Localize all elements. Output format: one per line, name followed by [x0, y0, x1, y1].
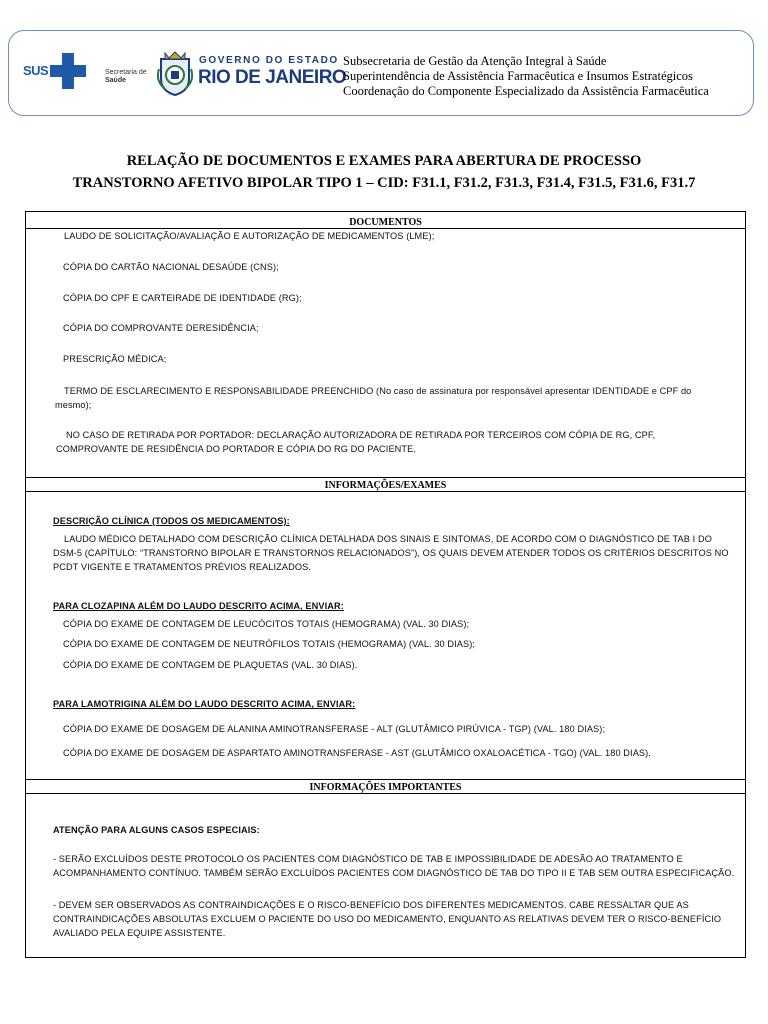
informacoes-importantes-heading: INFORMAÇÕES IMPORTANTES	[26, 779, 745, 794]
clozapina-item-neutrofilos: CÓPIA DO EXAME DE CONTAGEM DE NEUTRÓFILOS TOTAIS (HEMOGRAMA) (VAL. 30 DIAS);	[63, 639, 476, 649]
header-line-3: Coordenação do Componente Especializado da Assistência Farmacêutica	[343, 84, 709, 98]
secretaria-line2: Saúde	[105, 77, 127, 84]
sus-cross-icon	[50, 53, 86, 89]
clozapina-item-leucocitos: CÓPIA DO EXAME DE CONTAGEM DE LEUCÓCITOS TOTAIS (HEMOGRAMA) (VAL. 30 DIAS);	[63, 619, 470, 629]
atencao-title: ATENÇÃO PARA ALGUNS CASOS ESPECIAIS:	[53, 825, 260, 835]
secretaria-line1: Secretaria de	[105, 69, 147, 76]
secretaria-saude-label	[105, 69, 147, 85]
importante-item-contraindicacoes: - DEVEM SER OBSERVADOS AS CONTRAINDICAÇÕES E O RISCO-BENEFÍCIO DOS DIFERENTES MEDICAMENTOS. CABE RESSALTAR QUE AS CONTRAINDICAÇÕES ABSOLUTAS EXCLUEM O PACIENTE DO USO DO MEDICAMENTO, ENQUANTO AS RELATIVAS DEVEM TER O RISCO-BENEFÍCIO AVALIADO PELA EQUIPE ASSISTENTE.	[53, 900, 722, 938]
header-line-2: Superintendência de Assistência Farmacêutica e Insumos Estratégicos	[343, 69, 693, 83]
informacoes-exames-heading: INFORMAÇÕES/EXAMES	[26, 477, 745, 492]
gov-title-top: GOVERNO DO ESTADO	[199, 55, 339, 66]
descricao-clinica-title: DESCRIÇÃO CLÍNICA (TODOS OS MEDICAMENTOS):	[53, 516, 290, 526]
content-table	[25, 211, 746, 958]
descricao-clinica-text: LAUDO MÉDICO DETALHADO COM DESCRIÇÃO CLÍNICA DETALHADA DOS SINAIS E SINTOMAS, DE ACORDO COM O DIAGNÓSTICO DE TAB I DO DSM-5 (CAPÍTULO: “TRANSTORNO BIPOLAR E TRANSTORNOS RELACIONADOS”), OS QUAIS DEVEM ATENDER TODOS OS CRITÉRIOS DESCRITOS NO PCDT VIGENTE E TRATAMENTOS PRÉVIOS REALIZADOS.	[53, 534, 729, 572]
doc-item-lme: LAUDO DE SOLICITAÇÃO/AVALIAÇÃO E AUTORIZAÇÃO DE MEDICAMENTOS (LME);	[64, 231, 435, 241]
documentos-heading: DOCUMENTOS	[26, 214, 745, 229]
doc-item-residencia: CÓPIA DO COMPROVANTE DERESIDÊNCIA;	[63, 323, 259, 333]
header-department-lines	[343, 54, 709, 99]
sus-logo	[23, 53, 93, 93]
doc-item-termo: TERMO DE ESCLARECIMENTO E RESPONSABILIDADE PREENCHIDO (No caso de assinatura por responsável apresentar IDENTIDADE e CPF do mesmo);	[55, 386, 692, 410]
clozapina-title: PARA CLOZAPINA ALÉM DO LAUDO DESCRITO ACIMA, ENVIAR:	[53, 601, 344, 611]
lamotrigina-item-ast: CÓPIA DO EXAME DE DOSAGEM DE ASPARTATO AMINOTRANSFERASE - AST (GLUTÂMICO OXALOACÉTICA - TGO) (VAL. 180 DIAS).	[63, 748, 651, 758]
doc-item-portador: NO CASO DE RETIRADA POR PORTADOR: DECLARAÇÃO AUTORIZADORA DE RETIRADA POR TERCEIROS COM CÓPIA DE RG, CPF, COMPROVANTE DE RESIDÊNCIA DO PORTADOR E CÓPIA DO RG DO PACIENTE.	[56, 430, 656, 454]
sus-logo-text: SUS	[23, 63, 49, 78]
title-line-1: RELAÇÃO DE DOCUMENTOS E EXAMES PARA ABERTURA DE PROCESSO	[126, 153, 642, 169]
doc-item-cpf-rg: CÓPIA DO CPF E CARTEIRADE DE IDENTIDADE (RG);	[63, 293, 302, 303]
state-crest-icon	[157, 49, 193, 97]
title-line-2: TRANSTORNO AFETIVO BIPOLAR TIPO 1 – CID: F31.1, F31.2, F31.3, F31.4, F31.5, F31.6, F31.7	[72, 175, 696, 191]
document-title	[0, 150, 768, 194]
lamotrigina-item-alt: CÓPIA DO EXAME DE DOSAGEM DE ALANINA AMINOTRANSFERASE - ALT (GLUTÂMICO PIRÚVICA - TGP) (VAL. 180 DIAS);	[63, 724, 606, 734]
importante-item-exclusao: - SERÃO EXCLUÍDOS DESTE PROTOCOLO OS PACIENTES COM DIAGNÓSTICO DE TAB E IMPOSSIBILIDADE DE ADESÃO AO TRATAMENTO E ACOMPANHAMENTO CONTÍNUO. TAMBÉM SERÃO EXCLUÍDOS PACIENTES COM DIAGNÓSTICO DE TAB DO TIPO II E TAB SEM OUTRA ESPECIFICAÇÃO.	[53, 854, 735, 878]
doc-item-cns: CÓPIA DO CARTÃO NACIONAL DESAÚDE (CNS);	[63, 262, 279, 272]
gov-title-bottom: RIO DE JANEIRO	[198, 67, 347, 88]
clozapina-item-plaquetas: CÓPIA DO EXAME DE CONTAGEM DE PLAQUETAS (VAL. 30 DIAS).	[63, 660, 358, 670]
lamotrigina-title: PARA LAMOTRIGINA ALÉM DO LAUDO DESCRITO ACIMA, ENVIAR:	[53, 699, 356, 709]
header-line-1: Subsecretaria de Gestão da Atenção Integral à Saúde	[343, 54, 607, 68]
letterhead	[8, 30, 754, 116]
doc-item-prescricao: PRESCRIÇÃO MÉDICA;	[63, 354, 167, 364]
